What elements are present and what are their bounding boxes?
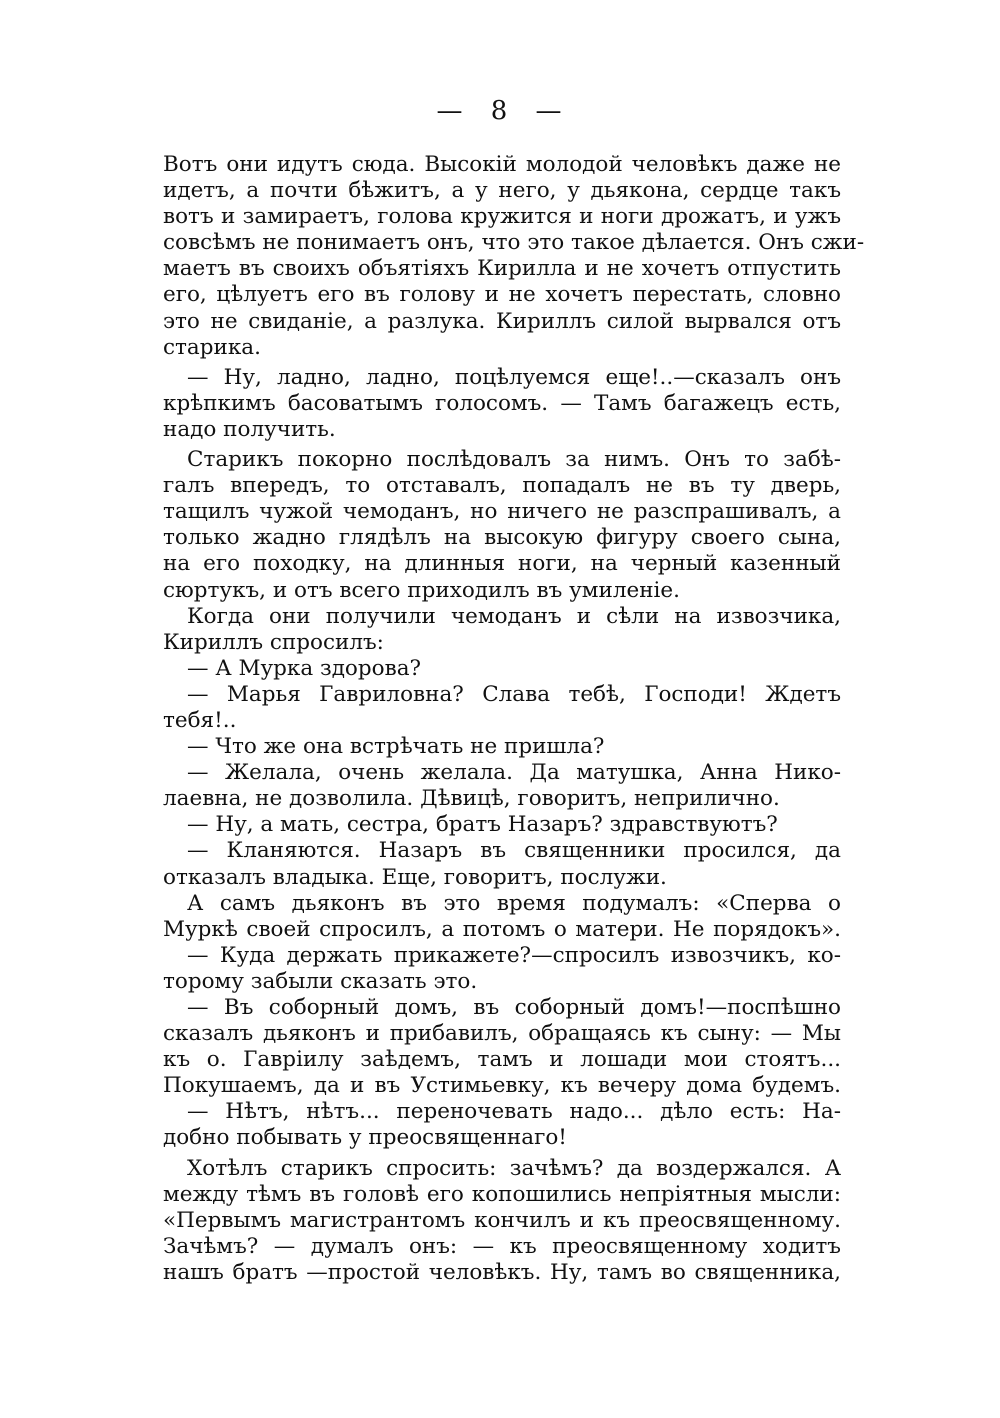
text-line: — Въ соборный домъ, въ соборный домъ!—поспѣшно [187, 995, 841, 1020]
text-line: Вотъ они идутъ сюда. Высокій молодой человѣкъ даже не [163, 152, 841, 177]
text-line: Зачѣмъ? — думалъ онъ: — къ преосвященному ходитъ [163, 1233, 841, 1259]
text-line: «Первымъ магистрантомъ кончилъ и къ преосвященному. [163, 1207, 841, 1233]
text-line: галъ впередъ, то отставалъ, попадалъ не въ ту дверь, [163, 473, 841, 499]
page-number [0, 96, 1000, 126]
text-line: сказалъ дьяконъ и прибавилъ, обращаясь къ сыну: — Мы [163, 1021, 841, 1047]
text-line: — А Мурка здорова? [187, 655, 422, 681]
text-line: Когда они получили чемоданъ и сѣли на извозчика, [187, 603, 841, 629]
text-line: Старикъ покорно послѣдовалъ за нимъ. Онъ то забѣ- [187, 447, 841, 473]
text-line: — Куда держать прикажете?—спросилъ извозчикъ, ко- [187, 942, 841, 968]
text-line: это не свиданіе, а разлука. Кириллъ силой вырвался отъ [163, 308, 841, 334]
text-line: тащилъ чужой чемоданъ, но ничего не разспрашивалъ, а [163, 499, 841, 525]
text-line: къ о. Гавріилу заѣдемъ, тамъ и лошади мои стоятъ... [163, 1047, 841, 1073]
text-line: А самъ дьяконъ въ это время подумалъ: «Сперва о [187, 890, 841, 916]
text-line: Кириллъ спросилъ: [163, 629, 384, 655]
page-number-dash-left: — [436, 96, 465, 126]
page-body-text [163, 152, 865, 1286]
text-line: нашъ братъ —простой человѣкъ. Ну, тамъ во священника, [163, 1259, 841, 1285]
text-line: отказалъ владыка. Еще, говоритъ, послужи. [163, 864, 667, 890]
text-line: крѣпкимъ басоватымъ голосомъ. — Тамъ багажецъ есть, [163, 390, 841, 416]
text-line: — Ну, ладно, ладно, поцѣлуемся еще!..—сказалъ онъ [187, 364, 841, 390]
text-line: — Ну, а мать, сестра, братъ Назаръ? здравствуютъ? [187, 812, 778, 838]
text-line: старика. [163, 334, 261, 360]
page-number-dash-right: — [535, 96, 564, 126]
text-line: Муркѣ своей спросилъ, а потомъ о матери. Не порядокъ». [163, 916, 841, 942]
text-line: — Что же она встрѣчать не пришла? [187, 734, 605, 760]
text-line: тебя!.. [163, 707, 237, 733]
text-line: Хотѣлъ старикъ спросить: зачѣмъ? да воздержался. А [187, 1155, 841, 1181]
text-line: между тѣмъ въ головѣ его копошились непріятныя мысли: [163, 1181, 841, 1207]
text-line: — Желала, очень желала. Да матушка, Анна Нико- [187, 760, 841, 786]
text-line: на его походку, на длинныя ноги, на черный казенный [163, 551, 841, 577]
text-line: Покушаемъ, да и въ Устимьевку, къ вечеру дома будемъ. [163, 1073, 841, 1099]
text-line: идетъ, а почти бѣжитъ, а у него, у дьякона, сердце такъ [163, 178, 841, 204]
text-line: только жадно глядѣлъ на высокую фигуру своего сына, [163, 525, 841, 551]
text-line: маетъ въ своихъ объятіяхъ Кирилла и не хочетъ отпустить [163, 256, 841, 282]
text-line: торому забыли сказать это. [163, 968, 478, 994]
text-line: — Кланяются. Назаръ въ священники просился, да [187, 838, 841, 864]
text-line: сюртукъ, и отъ всего приходилъ въ умиленіе. [163, 577, 680, 603]
page-number-value: 8 [490, 96, 510, 126]
text-line: надо получить. [163, 416, 336, 442]
text-line: его, цѣлуетъ его въ голову и не хочетъ перестать, словно [163, 282, 841, 308]
text-line: — Нѣтъ, нѣтъ... переночевать надо... дѣло есть: На- [187, 1099, 841, 1125]
text-line: добно побывать у преосвященнаго! [163, 1125, 567, 1151]
text-line: — Марья Гавриловна? Слава тебѣ, Господи! Ждетъ [187, 681, 841, 707]
text-line: лаевна, не дозволила. Дѣвицѣ, говоритъ, неприлично. [163, 786, 780, 812]
text-line: вотъ и замираетъ, голова кружится и ноги дрожатъ, и ужъ [163, 204, 841, 230]
text-line: совсѣмъ не понимаетъ онъ, что это такое дѣлается. Онъ сжи- [163, 230, 865, 256]
